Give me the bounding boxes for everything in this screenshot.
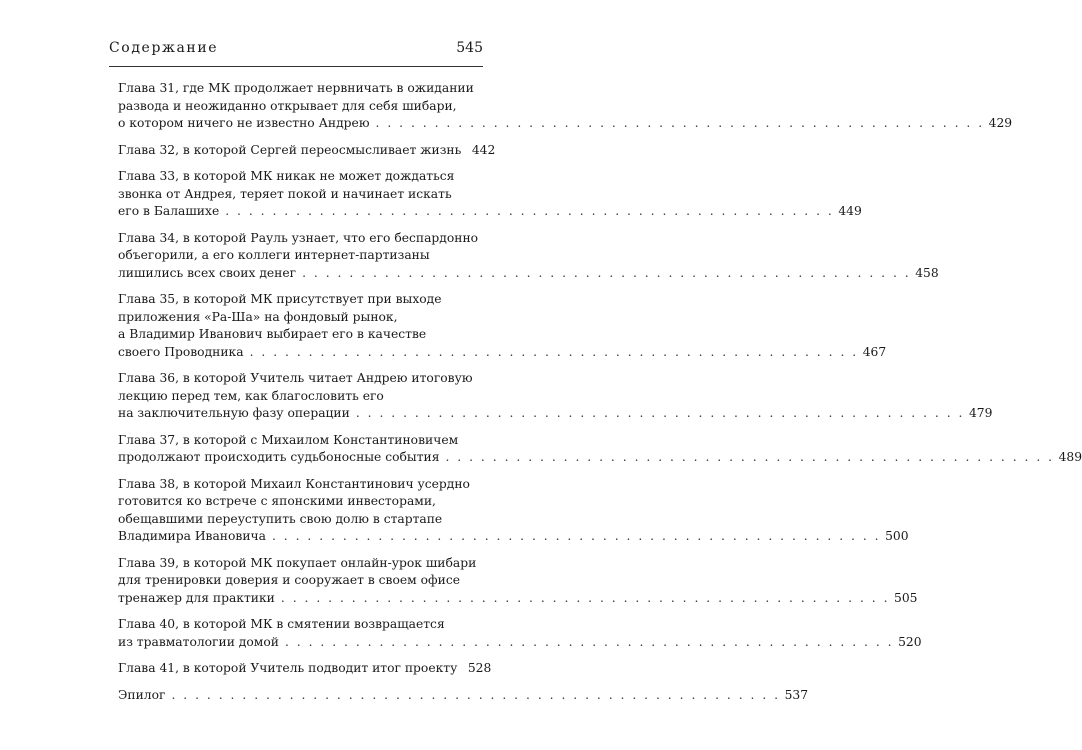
toc-entry-line: Эпилог — [118, 687, 166, 702]
page-number: 545 — [456, 40, 483, 56]
toc-entry[interactable] — [118, 291, 887, 361]
table-of-contents — [118, 80, 1082, 713]
toc-entry-line: Глава 39, в которой МК покупает онлайн-урок шибари — [118, 555, 477, 570]
toc-entry-line: Глава 40, в которой МК в смятении возвращается — [118, 617, 445, 631]
toc-entry-line: лишились всех своих денег — [118, 265, 297, 280]
toc-page-number: 500 — [885, 529, 909, 543]
toc-entry-last-line — [118, 590, 918, 608]
toc-entry[interactable] — [118, 142, 496, 160]
toc-entry-last-line — [118, 115, 1013, 133]
toc-entry-line: Глава 35, в которой МК присутствует при выходе — [118, 292, 442, 306]
toc-entry-last-line — [118, 405, 993, 423]
running-header — [109, 40, 483, 56]
toc-page-number: 479 — [968, 406, 993, 420]
toc-entry-line: звонка от Андрея, теряет покой и начинает искать — [118, 186, 452, 201]
toc-entry-line: готовится ко встрече с японскими инвесторами, — [118, 494, 436, 508]
toc-entry-line: приложения «Ра-Ша» на фондовый рынок, — [118, 309, 398, 324]
toc-entry[interactable] — [118, 432, 1082, 467]
toc-entry-last-line — [118, 687, 809, 705]
toc-entry-line: а Владимир Иванович выбирает его в качестве — [118, 327, 427, 341]
dot-leader: . . . . . . . . . . . . . . . . . . . . . . . . . . . . . . . . . . . . . . . . . . . . . . . . . . . . — [355, 406, 965, 420]
toc-entry[interactable] — [118, 616, 922, 651]
toc-entry-line: Владимира Ивановича — [118, 529, 266, 543]
toc-page-number: 449 — [838, 204, 862, 218]
toc-entry[interactable] — [118, 687, 809, 705]
toc-page-number: 528 — [467, 661, 492, 675]
toc-entry-line: Глава 33, в которой МК никак не может дождаться — [118, 169, 455, 183]
toc-page-number: 458 — [915, 265, 939, 280]
toc-entry-line: Глава 31, где МК продолжает нервничать в ожидании — [118, 81, 474, 95]
toc-page-number: 467 — [862, 344, 887, 359]
toc-entry-line: обещавшими переуступить свою долю в стартапе — [118, 511, 443, 526]
toc-entry-last-line — [118, 142, 496, 160]
toc-page-number: 429 — [988, 116, 1013, 130]
dot-leader: . . . . . . . . . . . . . . . . . . . . . . . . . . . . . . . . . . . . . . . . . . . . . . . . . . . . — [375, 116, 985, 130]
toc-entry[interactable] — [118, 230, 939, 283]
toc-entry-last-line — [118, 265, 939, 283]
toc-entry-line: на заключительную фазу операции — [118, 406, 350, 420]
toc-entry-last-line — [118, 449, 1082, 467]
toc-entry[interactable] — [118, 370, 993, 423]
dot-leader: . . . . . . . . . . . . . . . . . . . . . . . . . . . . . . . . . . . . . . . . . . . . . . . . . . . . — [249, 344, 859, 359]
toc-entry-line: продолжают происходить судьбоносные события — [118, 450, 440, 464]
toc-entry-last-line — [118, 528, 909, 546]
toc-entry-line: своего Проводника — [118, 344, 244, 359]
toc-entry-line: его в Балашихе — [118, 204, 220, 218]
toc-entry-line: для тренировки доверия и сооружает в своем офисе — [118, 573, 461, 587]
toc-entry-line: Глава 38, в которой Михаил Константинович усердно — [118, 476, 470, 491]
toc-entry-line: Глава 32, в которой Сергей переосмысливает жизнь — [118, 142, 462, 157]
toc-entry-line: Глава 34, в которой Рауль узнает, что его беспардонно — [118, 230, 479, 245]
dot-leader: . . . . . . . . . . . . . . . . . . . . . . . . . . . . . . . . . . . . . . . . . . . . . . . . . . . . — [445, 450, 1055, 464]
toc-entry-line: объегорили, а его коллеги интернет-партизаны — [118, 248, 430, 262]
toc-entry-line: тренажер для практики — [118, 590, 275, 605]
toc-entry-line: о котором ничего не известно Андрею — [118, 116, 370, 130]
toc-entry-last-line — [118, 203, 862, 221]
dot-leader: . . . . . . . . . . . . . . . . . . . . . . . . . . . . . . . . . . . . . . . . . . . . . . . . . . . . — [284, 634, 894, 649]
toc-page-number: 505 — [894, 590, 918, 605]
toc-page-number: 489 — [1058, 450, 1082, 464]
running-title: Содержание — [109, 40, 219, 56]
dot-leader: . . . . . . . . . . . . . . . . . . . . . . . . . . . . . . . . . . . . . . . . . . . . . . . . . . . . — [271, 529, 881, 543]
toc-page-number: 442 — [471, 142, 496, 157]
toc-entry[interactable] — [118, 80, 1013, 133]
toc-entry-line: лекцию перед тем, как благословить его — [118, 388, 384, 403]
toc-entry[interactable] — [118, 660, 492, 678]
toc-page-number: 537 — [784, 687, 809, 702]
toc-entry-line: Глава 36, в которой Учитель читает Андрею итоговую — [118, 371, 473, 385]
toc-entry[interactable] — [118, 476, 909, 546]
toc-entry-last-line — [118, 634, 922, 652]
toc-entry-line: Глава 41, в которой Учитель подводит итог проекту — [118, 661, 458, 675]
toc-entry-line: из травматологии домой — [118, 634, 279, 649]
toc-entry-line: Глава 37, в которой с Михаилом Константиновичем — [118, 432, 459, 447]
dot-leader: . . . . . . . . . . . . . . . . . . . . . . . . . . . . . . . . . . . . . . . . . . . . . . . . . . . . — [171, 687, 781, 702]
toc-entry-line: развода и неожиданно открывает для себя шибари, — [118, 98, 457, 113]
toc-entry-last-line — [118, 344, 887, 362]
toc-entry-last-line — [118, 660, 492, 678]
toc-page-number: 520 — [898, 634, 922, 649]
header-rule — [109, 66, 483, 67]
toc-entry[interactable] — [118, 555, 918, 608]
dot-leader: . . . . . . . . . . . . . . . . . . . . . . . . . . . . . . . . . . . . . . . . . . . . . . . . . . . . — [302, 265, 911, 280]
dot-leader: . . . . . . . . . . . . . . . . . . . . . . . . . . . . . . . . . . . . . . . . . . . . . . . . . . . . — [225, 204, 834, 218]
dot-leader: . . . . . . . . . . . . . . . . . . . . . . . . . . . . . . . . . . . . . . . . . . . . . . . . . . . . — [280, 590, 890, 605]
toc-entry[interactable] — [118, 168, 862, 221]
